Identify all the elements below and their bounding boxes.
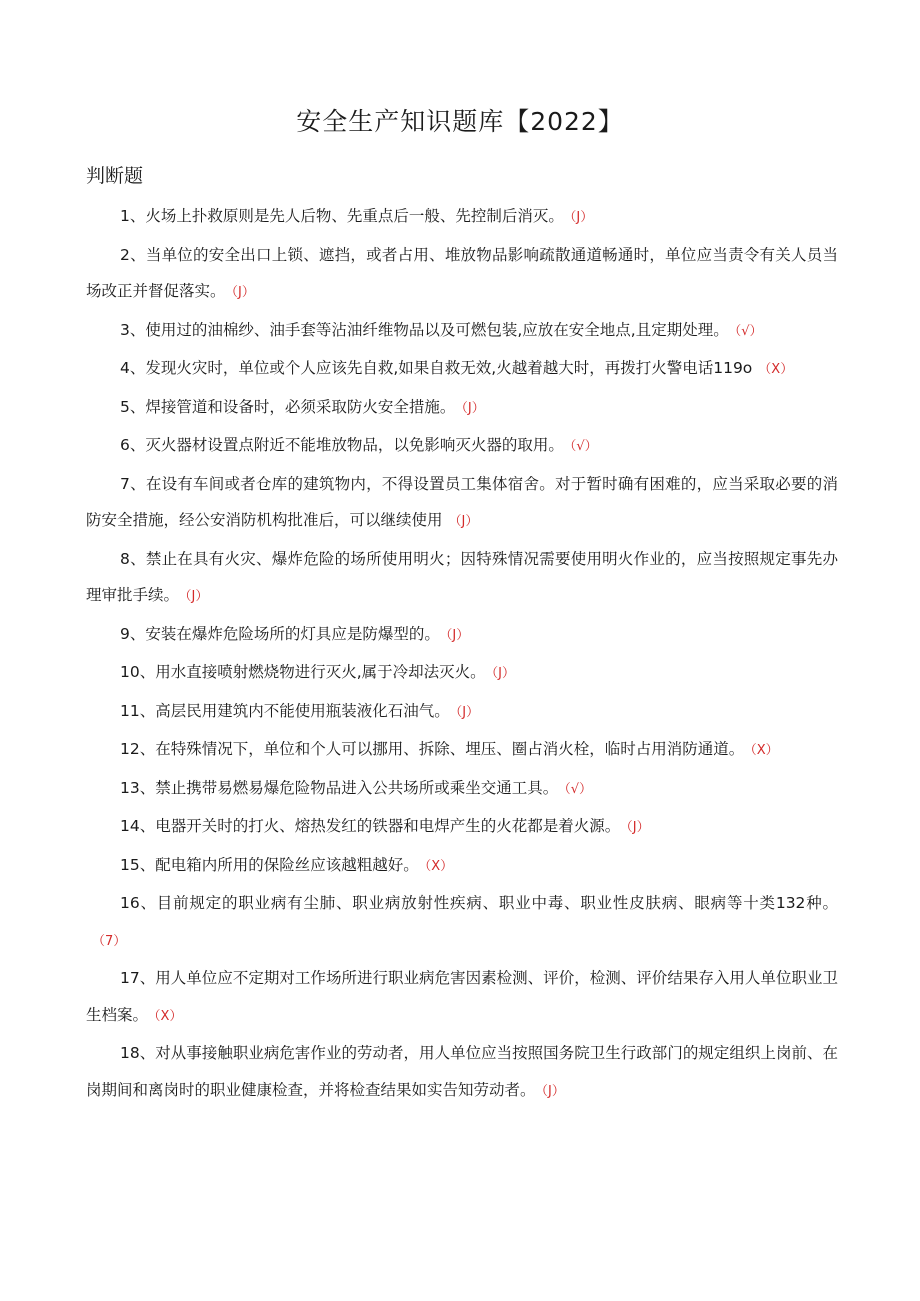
- question-list: [86, 198, 838, 1110]
- question-text: 10、用水直接喷射燃烧物进行灭火,属于冷却法灭火。: [120, 663, 486, 681]
- question-text: 3、使用过的油棉纱、油手套等沾油纤维物品以及可燃包装,应放在安全地点,且定期处理。: [120, 320, 729, 339]
- question-item: [86, 885, 838, 960]
- answer-mark: （J）: [448, 514, 479, 529]
- question-text: 2、当单位的安全出口上锁、遮挡，或者占用、堆放物品影响疏散通道畅通时，单位应当责令有关人员当场改正并督促落实。: [86, 245, 838, 300]
- question-item: [86, 198, 838, 237]
- question-text: 4、发现火灾时，单位或个人应该先自救,如果自救无效,火越着越大时，再拨打火警电话119o: [120, 359, 753, 377]
- question-text: 7、在设有车间或者仓库的建筑物内，不得设置员工集体宿舍。对于暂时确有困难的，应当采取必要的消防安全措施，经公安消防机构批准后，可以继续使用: [86, 474, 838, 529]
- section-heading: 判断题: [86, 165, 144, 187]
- question-text: 8、禁止在具有火灾、爆炸危险的场所使用明火；因特殊情况需要使用明火作业的，应当按照规定事先办理审批手续。: [86, 549, 838, 604]
- answer-mark: （X）: [758, 362, 794, 377]
- question-item: [86, 654, 838, 693]
- question-item: [86, 693, 838, 732]
- answer-mark: （X）: [424, 858, 454, 874]
- question-item: [86, 847, 838, 886]
- question-text: 12、在特殊情况下，单位和个人可以挪用、拆除、埋压、圈占消火栓，临时占用消防通道。: [120, 740, 745, 758]
- question-text: 16、目前规定的职业病有尘肺、职业病放射性疾病、职业中毒、职业性皮肤病、眼病等十类132种。: [120, 894, 838, 912]
- question-text: 6、灭火器材设置点附近不能堆放物品，以免影响灭火器的取用。: [120, 436, 564, 454]
- question-text: 15、配电箱内所用的保险丝应该越粗越好。: [120, 855, 419, 874]
- question-text: 1、火场上扑救原则是先人后物、先重点后一般、先控制后消灭。: [120, 207, 564, 225]
- question-text: 18、对从事接触职业病危害作业的劳动者，用人单位应当按照国务院卫生行政部门的规定组织上岗前、在岗期间和离岗时的职业健康检查，并将检查结果如实告知劳动者。: [86, 1044, 838, 1099]
- answer-mark: （J）: [491, 666, 515, 681]
- question-text: 9、安装在爆炸危险场所的灯具应是防爆型的。: [120, 624, 440, 643]
- question-item: [86, 389, 838, 428]
- question-item: [86, 237, 838, 312]
- question-item: [86, 466, 838, 541]
- answer-mark: （J）: [455, 704, 480, 720]
- question-item: [86, 1035, 838, 1110]
- answer-mark: （J）: [461, 400, 485, 416]
- question-text: 17、用人单位应不定期对工作场所进行职业病危害因素检测、评价，检测、评价结果存入用人单位职业卫生档案。: [86, 969, 838, 1024]
- question-item: [86, 541, 838, 616]
- answer-mark: （J）: [445, 627, 470, 643]
- answer-mark: （J）: [569, 210, 594, 225]
- question-item: [86, 350, 838, 389]
- answer-mark: （√）: [734, 323, 763, 339]
- question-item: [86, 808, 838, 847]
- answer-mark: （7）: [92, 933, 127, 949]
- answer-mark: （X）: [154, 1008, 183, 1024]
- question-text: 14、电器开关时的打火、熔热发红的铁器和电焊产生的火花都是着火源。: [120, 817, 621, 835]
- answer-mark: （√）: [564, 781, 593, 797]
- answer-mark: （X）: [750, 743, 779, 758]
- question-item: [86, 312, 838, 351]
- question-item: [86, 770, 838, 809]
- answer-mark: （J）: [231, 285, 255, 300]
- answer-mark: （√）: [569, 439, 598, 454]
- answer-mark: （J）: [626, 820, 650, 835]
- answer-mark: （J）: [541, 1083, 565, 1099]
- document-title: 安全生产知识题库【2022】: [296, 107, 624, 136]
- question-item: [86, 616, 838, 655]
- question-item: [86, 731, 838, 770]
- question-text: 13、禁止携带易燃易爆危险物品进入公共场所或乘坐交通工具。: [120, 778, 559, 797]
- question-text: 11、高层民用建筑内不能使用瓶装液化石油气。: [120, 701, 450, 720]
- question-text: 5、焊接管道和设备时，必须采取防火安全措施。: [120, 397, 456, 416]
- question-item: [86, 960, 838, 1035]
- question-item: [86, 427, 838, 466]
- answer-mark: （J）: [185, 589, 209, 604]
